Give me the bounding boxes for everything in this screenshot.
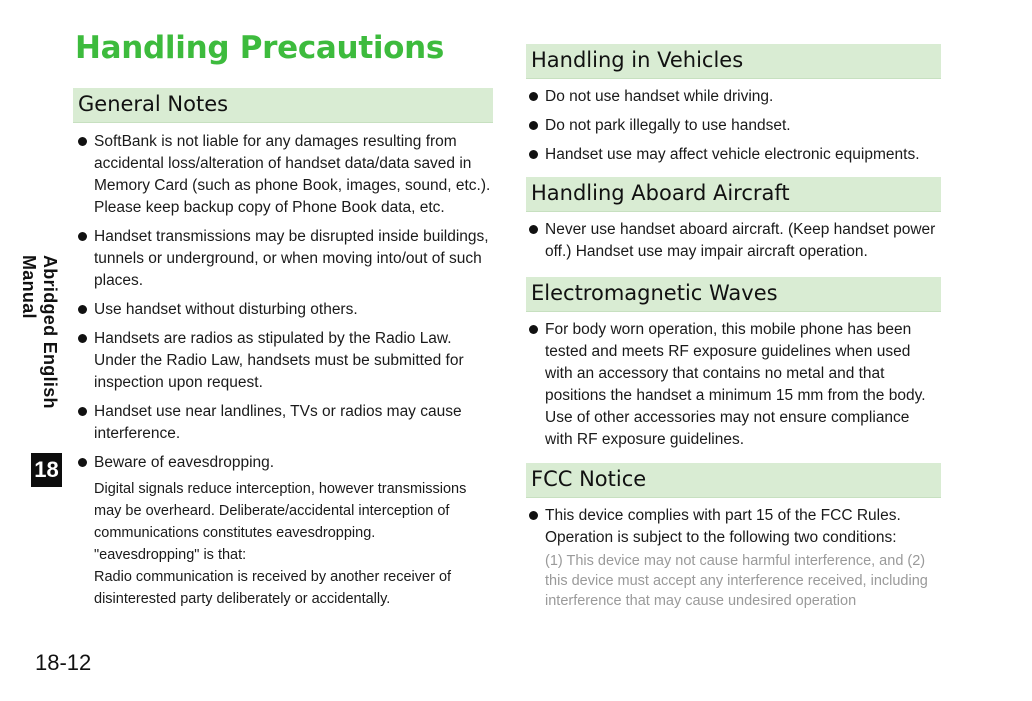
- list-item: Never use handset aboard aircraft. (Keep handset power off.) Handset use may impair aircraft operation.: [528, 219, 941, 263]
- bullet-icon: [78, 407, 87, 416]
- section-heading-label: FCC Notice: [531, 467, 647, 491]
- chapter-number-badge: 18: [31, 453, 62, 487]
- side-tab: [19, 255, 60, 455]
- eavesdrop-text: Radio communication is received by another receiver of disinterested party deliberately or accidentally.: [94, 569, 452, 607]
- list-item: Use handset without disturbing others.: [77, 299, 493, 321]
- section-heading-fcc-notice: [526, 463, 941, 498]
- vehicles-list: [528, 86, 941, 173]
- bullet-icon: [529, 225, 538, 234]
- list-item: Beware of eavesdropping. Digital signals reduce interception, however transmissions may be overheard. Deliberate/accidental interception of communications constitutes eavesdropping. "eavesdropping" is that: Radio communication is received by another receiver of disinterested party deliberately or accidentally.: [77, 452, 493, 610]
- list-item: Do not use handset while driving.: [528, 86, 941, 108]
- bullet-icon: [78, 232, 87, 241]
- bullet-icon: [78, 137, 87, 146]
- fcc-conditions-text: (1) This device may not cause harmful interference, and (2) this device must accept any interference received, including interference that may cause undesired operation: [545, 553, 928, 609]
- fcc-list: [528, 505, 941, 618]
- eavesdrop-text: "eavesdropping" is that:: [94, 547, 247, 563]
- aircraft-list: [528, 219, 941, 270]
- bullet-icon: [529, 511, 538, 520]
- section-heading-aircraft: [526, 177, 941, 212]
- bullet-icon: [529, 150, 538, 159]
- general-notes-list: [77, 131, 493, 617]
- page-number: 18-12: [35, 650, 92, 675]
- section-heading-vehicles: [526, 44, 941, 79]
- bullet-icon: [529, 325, 538, 334]
- list-item: SoftBank is not liable for any damages resulting from accidental loss/alteration of handset data/data saved in Memory Card (such as phone Book, images, sound, etc.). Please keep backup copy of Phone Book data, etc.: [77, 131, 493, 219]
- section-heading-label: Handling in Vehicles: [531, 48, 744, 72]
- list-item: Handset use may affect vehicle electronic equipments.: [528, 144, 941, 166]
- list-item: This device complies with part 15 of the FCC Rules. Operation is subject to the following two conditions: (1) This device may not cause harmful interference, and (2) this device must accept any interference received, including interference that may cause undesired operation: [528, 505, 941, 611]
- list-item: Do not park illegally to use handset.: [528, 115, 941, 137]
- em-waves-list: [528, 319, 941, 458]
- eavesdrop-text: Digital signals reduce interception, however transmissions may be overheard. Deliberate/accidental interception of communications constitutes eavesdropping.: [94, 481, 467, 541]
- section-heading-label: General Notes: [78, 92, 229, 116]
- section-heading-electromagnetic-waves: [526, 277, 941, 312]
- bullet-icon: [529, 92, 538, 101]
- list-item: Handset use near landlines, TVs or radios may cause interference.: [77, 401, 493, 445]
- side-tab-label: Abridged English Manual: [19, 255, 60, 409]
- list-item: Handsets are radios as stipulated by the Radio Law. Under the Radio Law, handsets must be submitted for inspection upon request.: [77, 328, 493, 394]
- bullet-icon: [78, 458, 87, 467]
- page-title: Handling Precautions: [75, 30, 445, 66]
- bullet-icon: [529, 121, 538, 130]
- list-item: Handset transmissions may be disrupted inside buildings, tunnels or underground, or when moving into/out of such places.: [77, 226, 493, 292]
- list-item: For body worn operation, this mobile phone has been tested and meets RF exposure guidelines when used with an accessory that contains no metal and that positions the handset a minimum 15 mm from the body. Use of other accessories may not ensure compliance with RF exposure guidelines.: [528, 319, 941, 451]
- section-heading-label: Handling Aboard Aircraft: [531, 181, 790, 205]
- bullet-icon: [78, 305, 87, 314]
- bullet-icon: [78, 334, 87, 343]
- section-heading-general-notes: [73, 88, 493, 123]
- section-heading-label: Electromagnetic Waves: [531, 281, 778, 305]
